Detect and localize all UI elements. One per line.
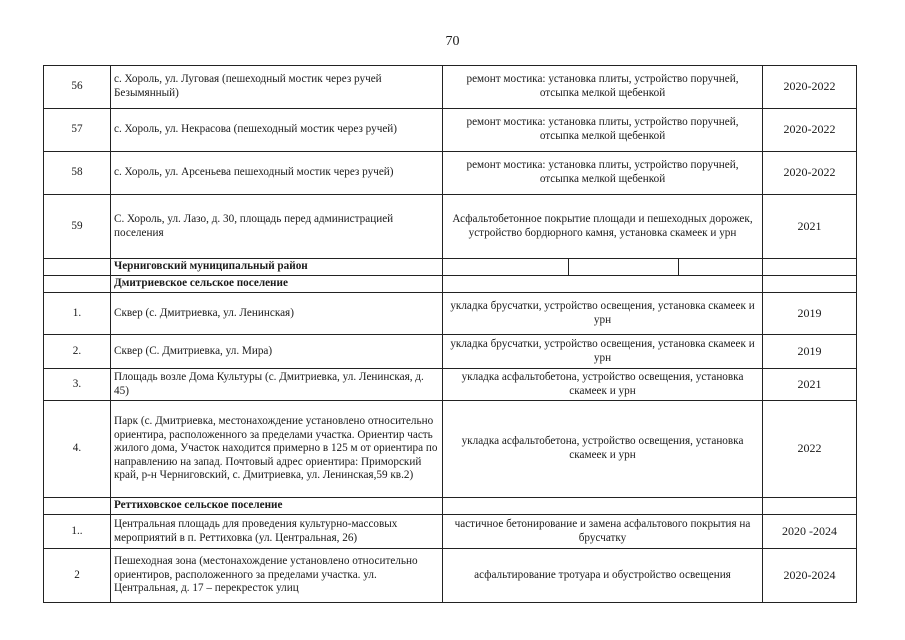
years-cell: 2022 [763,401,857,498]
location-cell: Сквер (С. Дмитриевка, ул. Мира) [111,335,443,369]
empty-cell [44,276,111,293]
table-row [44,549,857,603]
empty-cell [763,259,857,276]
empty-cell [763,498,857,515]
years-cell: 2020-2024 [763,549,857,603]
row-number: 1.. [44,515,111,549]
row-number: 57 [44,109,111,152]
split-part [679,259,762,275]
section-row [44,276,857,293]
works-cell: частичное бетонирование и замена асфальтового покрытия на брусчатку [443,515,763,549]
location-cell: с. Хороль, ул. Арсеньева пешеходный мостик через ручей) [111,152,443,195]
years-cell: 2019 [763,335,857,369]
works-cell: ремонт мостика: установка плиты, устройство поручней, отсыпка мелкой щебенкой [443,152,763,195]
section-row [44,259,857,276]
location-cell: Пешеходная зона (местонахождение установлено относительно ориентиров, расположенного за пределами участка. ул. Центральная, д. 17 – перекресток улиц [111,549,443,603]
table-row [44,195,857,259]
table-row [44,369,857,401]
works-cell: ремонт мостика: установка плиты, устройство поручней, отсыпка мелкой щебенкой [443,66,763,109]
years-cell: 2021 [763,195,857,259]
years-cell: 2020-2022 [763,109,857,152]
empty-cell [443,498,763,515]
empty-cell [443,276,763,293]
works-cell: асфальтирование тротуара и обустройство освещения [443,549,763,603]
split-part [443,259,569,275]
years-cell: 2020 -2024 [763,515,857,549]
settlement-heading: Реттиховское сельское поселение [111,498,443,515]
table-row [44,152,857,195]
row-number: 58 [44,152,111,195]
row-number: 56 [44,66,111,109]
empty-cell [44,259,111,276]
row-number: 1. [44,293,111,335]
section-row [44,498,857,515]
table-row [44,401,857,498]
location-cell: Парк (с. Дмитриевка, местонахождение установлено относительно ориентира, расположенного за пределами участка. Ориентир часть жилого дома, Участок находится примерно в 125 м от ориентира по направлению на запад. Почтовый адрес ориентира: Приморский край, р-н Черниговский, с. Дмитриевка, ул. Ленинская,59 кв.2) [111,401,443,498]
row-number: 59 [44,195,111,259]
location-cell: Центральная площадь для проведения культурно-массовых мероприятий в п. Реттиховка (ул. Центральная, 26) [111,515,443,549]
page-number: 70 [445,34,460,49]
location-cell: с. Хороль, ул. Некрасова (пешеходный мостик через ручей) [111,109,443,152]
split-cell-divider [443,259,762,275]
works-cell: укладка брусчатки, устройство освещения, установка скамеек и урн [443,335,763,369]
location-cell: Площадь возле Дома Культуры (с. Дмитриевка, ул. Ленинская, д. 45) [111,369,443,401]
works-cell: укладка брусчатки, устройство освещения, установка скамеек и урн [443,293,763,335]
location-cell: с. Хороль, ул. Луговая (пешеходный мостик через ручей Безымянный) [111,66,443,109]
table-row [44,335,857,369]
improvement-table [43,65,857,603]
split-part [569,259,678,275]
table-row [44,66,857,109]
settlement-heading: Дмитриевское сельское поселение [111,276,443,293]
works-cell: ремонт мостика: установка плиты, устройство поручней, отсыпка мелкой щебенкой [443,109,763,152]
location-cell: Сквер (с. Дмитриевка, ул. Ленинская) [111,293,443,335]
empty-cell [44,498,111,515]
years-cell: 2020-2022 [763,66,857,109]
works-cell: укладка асфальтобетона, устройство освещения, установка скамеек и урн [443,369,763,401]
years-cell: 2020-2022 [763,152,857,195]
years-cell: 2019 [763,293,857,335]
table-row [44,293,857,335]
works-cell: укладка асфальтобетона, устройство освещения, установка скамеек и урн [443,401,763,498]
location-cell: С. Хороль, ул. Лазо, д. 30, площадь перед администрацией поселения [111,195,443,259]
row-number: 4. [44,401,111,498]
works-cell: Асфальтобетонное покрытие площади и пешеходных дорожек, устройство бордюрного камня, установка скамеек и урн [443,195,763,259]
table-row [44,109,857,152]
district-heading: Черниговский муниципальный район [111,259,443,276]
row-number: 2 [44,549,111,603]
empty-cell [763,276,857,293]
row-number: 3. [44,369,111,401]
table-row [44,515,857,549]
split-cell [443,259,763,276]
years-cell: 2021 [763,369,857,401]
row-number: 2. [44,335,111,369]
